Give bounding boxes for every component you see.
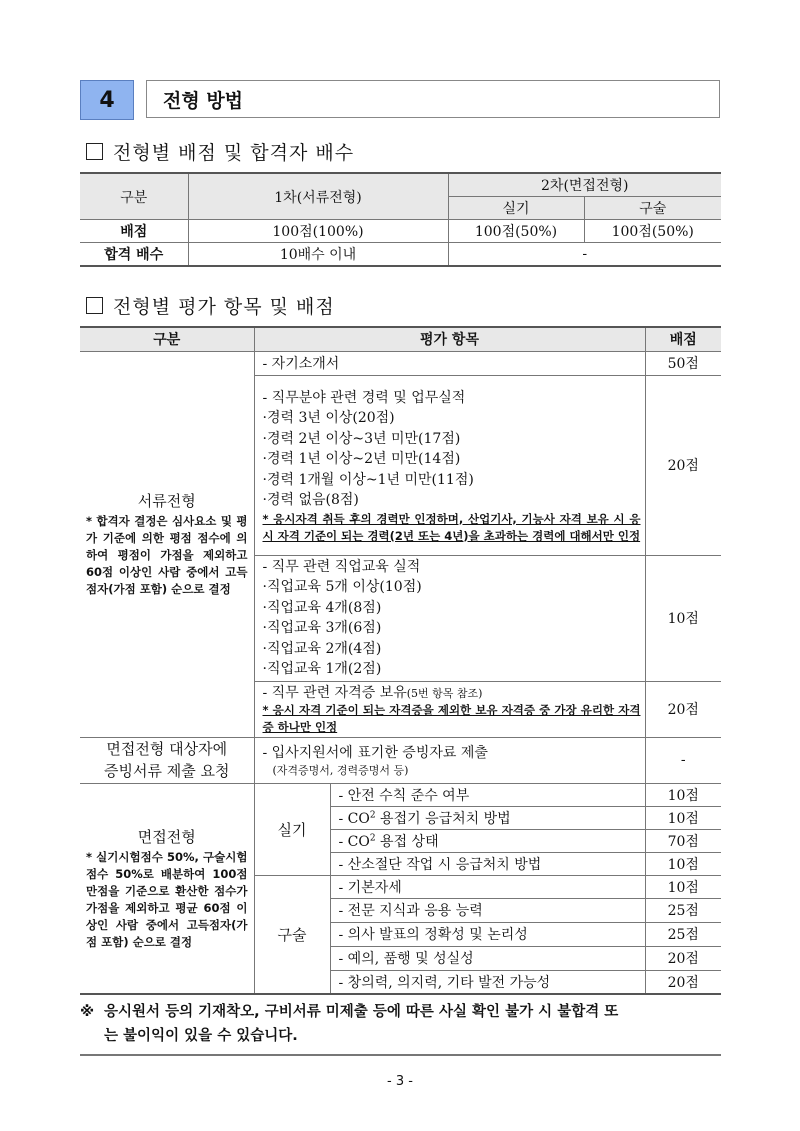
section-number: 4 [80, 80, 134, 120]
table-row: 합격 배수 10배수 이내 - [80, 243, 721, 267]
table-row: - 의사 발표의 정확성 및 논리성 25점 [80, 922, 721, 946]
section-header [80, 80, 721, 120]
header-oral: 구술 [584, 197, 721, 220]
table-row: - $CO^2$ 용접기 응급처치 방법 10점 [80, 806, 721, 829]
header-first-round: 1차(서류전형) [188, 173, 448, 220]
footnote: ※ 응시원서 등의 기재착오, 구비서류 미제출 등에 따른 사실 확인 불가 시 불합격 또 는 불이익이 있을 수 있습니다. [80, 1000, 721, 1056]
table1-heading [86, 138, 354, 165]
header-score: 배점 [645, 327, 721, 351]
table-row: - 직무 관련 자격증 보유(5번 항목 참조) * 응시 자격 기준이 되는 자격증을 제외한 보유 자격증 중 가장 유리한 자격증 하나만 인정 20점 [80, 681, 721, 737]
interview-cell: 면접전형 * 실기시험점수 50%, 구술시험점수 50%로 배분하여 100점 만점을 기준으로 환산한 점수가 가점을 제외하고 평균 60점 이상인 사람 중에서 고득점자(가점 포함) 순으로 결정 [80, 783, 254, 994]
table-row: - 창의력, 의지력, 기타 발전 가능성 20점 [80, 970, 721, 994]
table-row: - 산소절단 작업 시 응급처치 방법 10점 [80, 852, 721, 875]
table-row: 서류전형 * 합격자 결정은 심사요소 및 평가 기준에 의한 평점 점수에 의하여 평점이 가점을 제외하고 60점 이상인 사람 중에서 고득점자(가점 포함) 순으로 결정 - 자기소개서 50점 [80, 351, 721, 375]
score-summary-table [80, 172, 721, 267]
table2-heading [86, 292, 335, 319]
evaluation-table [80, 326, 721, 995]
table-row: 구술 - 기본자세 10점 [80, 875, 721, 898]
table-row: 배점 100점(100%) 100점(50%) 100점(50%) [80, 220, 721, 243]
document-screening-cell: 서류전형 * 합격자 결정은 심사요소 및 평가 기준에 의한 평점 점수에 의하여 평점이 가점을 제외하고 60점 이상인 사람 중에서 고득점자(가점 포함) 순으로 결정 [80, 351, 254, 737]
header-practical: 실기 [448, 197, 584, 220]
table-row: - 직무분야 관련 경력 및 업무실적 ·경력 3년 이상(20점) ·경력 2년 이상~3년 미만(17점) ·경력 1년 이상~2년 미만(14점) ·경력 1개월 이상~1년 미만(11점) ·경력 없음(8점) * 응시자격 취득 후의 경력만 인정하며, 산업기사, 기능사 자격 보유 시 응시 자격 기준이 되는 경력(2년 또는 4년)을 초과하는 경력에 대해서만 인정 20점 [80, 375, 721, 555]
table-row: - 예의, 품행 및 성실성 20점 [80, 946, 721, 970]
table-row: 면접전형 대상자에 증빙서류 제출 요청 - 입사지원서에 표기한 증빙자료 제출 (자격증명서, 경력증명서 등) - [80, 737, 721, 783]
page-number: - 3 - [387, 1074, 413, 1089]
table2-heading-text: 전형별 평가 항목 및 배점 [113, 296, 335, 318]
header-items: 평가 항목 [254, 327, 645, 351]
checkbox-square-icon [86, 297, 103, 314]
section-title: 전형 방법 [146, 80, 720, 118]
header-category: 구분 [80, 327, 254, 351]
table1-heading-text: 전형별 배점 및 합격자 배수 [113, 142, 355, 164]
checkbox-square-icon [86, 143, 103, 160]
reference-mark-icon: ※ [80, 1004, 95, 1020]
table-row: - 직무 관련 직업교육 실적 ·직업교육 5개 이상(10점) ·직업교육 4개(8점) ·직업교육 3개(6점) ·직업교육 2개(4점) ·직업교육 1개(2점) 10점 [80, 555, 721, 681]
header-second-round: 2차(면접전형) [448, 173, 721, 197]
table-row: 면접전형 * 실기시험점수 50%, 구술시험점수 50%로 배분하여 100점 만점을 기준으로 환산한 점수가 가점을 제외하고 평균 60점 이상인 사람 중에서 고득점자(가점 포함) 순으로 결정 실기 - 안전 수칙 준수 여부 10점 [80, 783, 721, 806]
header-category: 구분 [80, 173, 188, 220]
table-row: - 전문 지식과 응용 능력 25점 [80, 898, 721, 922]
table-row: - $CO^2$ 용접 상태 70점 [80, 829, 721, 852]
